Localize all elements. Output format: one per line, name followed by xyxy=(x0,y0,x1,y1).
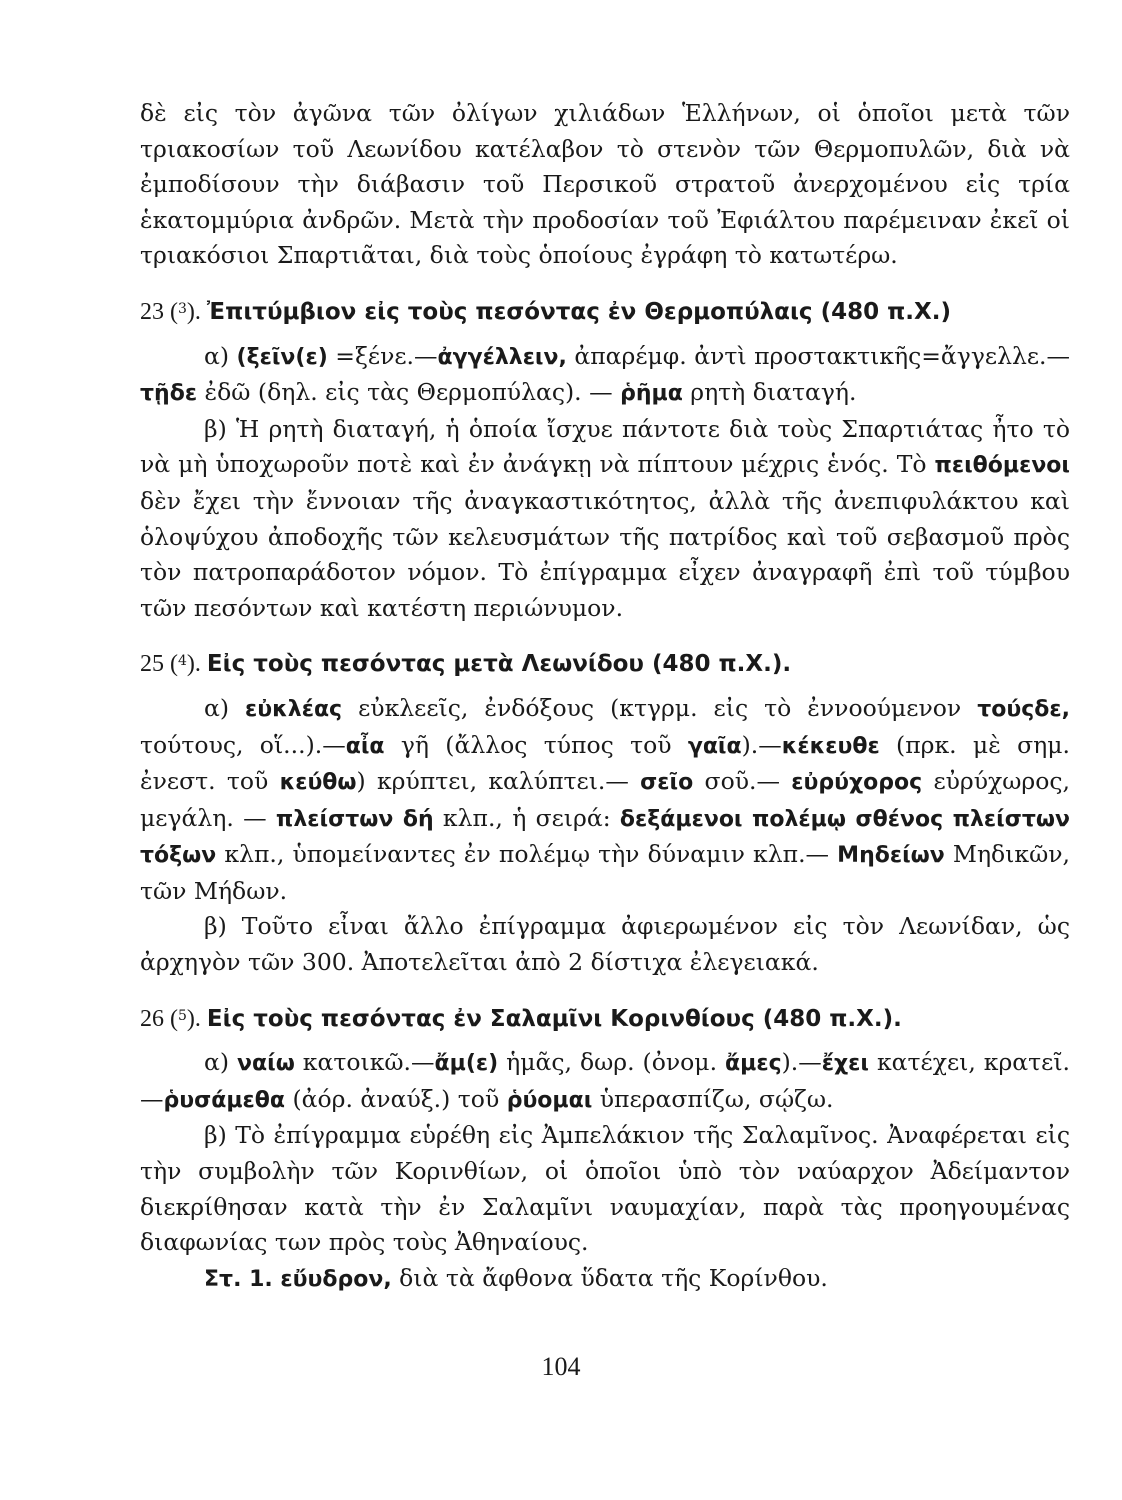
section-number: 23 xyxy=(140,298,164,325)
text-run: εὐκλεεῖς, ἐνδόξους (κτγρμ. εἰς τὸ ἐννοούμενον xyxy=(342,693,978,722)
bold-term: δεξάμενοι πολέμῳ σθένος πλείστων τόξων xyxy=(140,806,1071,869)
bold-term: ῥῆμα xyxy=(620,381,683,407)
text-run: α) xyxy=(204,341,237,370)
section-23-part-b xyxy=(140,412,1070,627)
bold-term: ἄμ(ε) xyxy=(434,1051,499,1077)
section-26-verse-note xyxy=(140,1261,1070,1298)
section-number: 25 xyxy=(140,651,164,678)
footnote-ref: 3 xyxy=(178,300,187,317)
text-run: εὐρύχωρος, μεγάλη. — xyxy=(140,767,1071,832)
bold-term: ῥύομαι xyxy=(506,1087,593,1113)
bold-term: πειθόμενοι xyxy=(934,453,1070,479)
text-run: τούτους, οἵ...).— xyxy=(140,730,346,759)
text-run: α) xyxy=(204,693,246,722)
text-run: διὰ τὰ ἄφθονα ὕδατα τῆς Κορίνθου. xyxy=(391,1263,828,1292)
text-run: (ἀόρ. ἀναύξ.) τοῦ xyxy=(285,1084,507,1113)
text-run: κατέχει, κρατεῖ.— xyxy=(140,1048,1071,1113)
bold-term: Μηδείων xyxy=(837,843,945,869)
section-25-part-a xyxy=(140,691,1070,910)
section-title: Εἰς τοὺς πεσόντας μετὰ Λεωνίδου (480 π.Χ.). xyxy=(206,651,792,678)
footnote-ref: 4 xyxy=(178,653,187,670)
text-run: ).— xyxy=(741,730,782,759)
bold-term: σεῖο xyxy=(640,770,694,796)
bold-term: ἄμες xyxy=(725,1051,782,1077)
text-body xyxy=(140,96,1070,1297)
bold-term: Στ. 1. εὔυδρον, xyxy=(204,1266,392,1292)
section-25-part-b xyxy=(140,909,1070,980)
text-run: β) Τοῦτο εἶναι ἄλλο ἐπίγραμμα ἀφιερωμένον εἰς τὸν Λεωνίδαν, ὡς ἀρχηγὸν τῶν 300. Ἀποτελεῖται ἀπὸ 2 δίστιχα ἐλεγειακά. xyxy=(140,912,1070,977)
bold-term: κέκευθε xyxy=(781,733,880,759)
text-run: ὑπερασπίζω, σῴζω. xyxy=(592,1084,834,1113)
text-run: Μηδικῶν, τῶν Μήδων. xyxy=(140,840,1070,905)
section-23-part-a xyxy=(140,339,1070,412)
text-run: κλπ., ἡ σειρά: xyxy=(433,803,620,832)
text-run: ).— xyxy=(781,1048,822,1077)
bold-term: τῇδε xyxy=(140,381,198,407)
intro-paragraph: δὲ εἰς τὸν ἀγῶνα τῶν ὀλίγων χιλιάδων Ἑλλήνων, οἱ ὁποῖοι μετὰ τῶν τριακοσίων τοῦ Λεωνίδου κατέλαβον τὸ στενὸν τῶν Θερμοπυλῶν, διὰ νὰ ἐμποδίσουν τὴν διάβασιν τοῦ Περσικοῦ στρατοῦ ἀνερχομένου εἰς τρία ἑκατομμύρια ἀνδρῶν. Μετὰ τὴν προδοσίαν τοῦ Ἐφιάλτου παρέμειναν ἐκεῖ οἱ τριακόσιοι Σπαρτιᾶται, διὰ τοὺς ὁποίους ἐγράφη τὸ κατωτέρω. xyxy=(140,99,1070,270)
section-26-part-b xyxy=(140,1118,1070,1260)
bold-term: εὐρύχορος xyxy=(791,770,923,796)
bold-term: κεύθω xyxy=(279,770,357,796)
bold-term: (ξεῖν(ε) xyxy=(236,344,328,370)
bold-term: τούςδε, xyxy=(977,696,1070,722)
text-run: κλπ., ὑπομείναντες ἐν πολέμῳ τὴν δύναμιν κλπ.— xyxy=(216,840,838,869)
section-heading-25: 25 ($^4$). Εἰς τοὺς πεσόντας μετὰ Λεωνίδου (480 π.Χ.). xyxy=(140,651,792,678)
section-title: Ἐπιτύμβιον εἰς τοὺς πεσόντας ἐν Θερμοπύλαις (480 π.Χ.) xyxy=(206,298,952,325)
text-run: =ξένε.— xyxy=(327,341,438,370)
text-run: γῆ (ἄλλος τύπος τοῦ xyxy=(384,730,688,759)
text-run: κατοικῶ.— xyxy=(294,1048,435,1077)
text-run: (πρκ. μὲ σημ. ἐνεστ. τοῦ xyxy=(140,730,1070,796)
bold-term: ναίω xyxy=(237,1051,295,1077)
bold-term: γαῖα xyxy=(687,733,742,759)
bold-term: ῥυσάμεθα xyxy=(163,1087,286,1113)
section-heading-23: 23 ($^3$). Ἐπιτύμβιον εἰς τοὺς πεσόντας ἐν Θερμοπύλαις (480 π.Χ.) xyxy=(140,298,952,325)
bold-term: εὐκλέας xyxy=(245,696,343,722)
text-run: β) Τὸ ἐπίγραμμα εὑρέθη εἰς Ἀμπελάκιον τῆς Σαλαμῖνος. Ἀναφέρεται εἰς τὴν συμβολὴν τῶν Κορινθίων, οἱ ὁποῖοι ὑπὸ τὸν ναύαρχον Ἀδείμαντον διεκρίθησαν κατὰ τὴν ἐν Σαλαμῖνι ναυμαχίαν, παρὰ τὰς προηγουμένας διαφωνίας των πρὸς τοὺς Ἀθηναίους. xyxy=(140,1121,1070,1257)
page-number: 104 xyxy=(541,1352,581,1381)
text-run: ἐδῶ (δηλ. εἰς τὰς Θερμοπύλας). — xyxy=(197,378,621,407)
section-number: 26 xyxy=(140,1005,164,1032)
bold-term: αἶα xyxy=(345,733,385,759)
bold-term: ἀγγέλλειν, xyxy=(437,344,567,370)
section-heading-26: 26 ($^5$). Εἰς τοὺς πεσόντας ἐν Σαλαμῖνι Κορινθίους (480 π.Χ.). xyxy=(140,1005,902,1032)
section-title: Εἰς τοὺς πεσόντας ἐν Σαλαμῖνι Κορινθίους (480 π.Χ.). xyxy=(206,1005,902,1032)
text-run: β) Ἡ ρητὴ διαταγή, ἡ ὁποία ἴσχυε πάντοτε διὰ τοὺς Σπαρτιάτας ἦτο τὸ νὰ μὴ ὑποχωροῦν ποτὲ καὶ ἐν ἀνάγκῃ νὰ πίπτουν μέχρις ἑνός. Τὸ xyxy=(140,414,1070,479)
text-run: ἡμᾶς, δωρ. (ὀνομ. xyxy=(498,1048,726,1077)
text-run: σοῦ.— xyxy=(693,767,792,796)
section-26-part-a xyxy=(140,1045,1070,1118)
text-run: δὲν ἔχει τὴν ἔννοιαν τῆς ἀναγκαστικότητος, ἀλλὰ τῆς ἀνεπιφυλάκτου καὶ ὁλοψύχου ἀποδοχῆς τῶν κελευσμάτων τῆς πατρίδος καὶ τοῦ σεβασμοῦ πρὸς τὸν πατροπαράδοτον νόμον. Τὸ ἐπίγραμμα εἶχεν ἀναγραφῆ ἐπὶ τοῦ τύμβου τῶν πεσόντων καὶ κατέστη περιώνυμον. xyxy=(140,486,1070,622)
text-run: ρητὴ διαταγή. xyxy=(682,378,857,407)
bold-term: πλείστων δή xyxy=(275,806,434,832)
text-run: ἀπαρέμφ. ἀντὶ προστακτικῆς=ἄγγελλε.— xyxy=(566,341,1071,370)
text-run: α) xyxy=(204,1048,238,1077)
text-run: ) κρύπτει, καλύπτει.— xyxy=(356,767,641,796)
footnote-ref: 5 xyxy=(178,1007,187,1024)
bold-term: ἔχει xyxy=(821,1051,870,1077)
